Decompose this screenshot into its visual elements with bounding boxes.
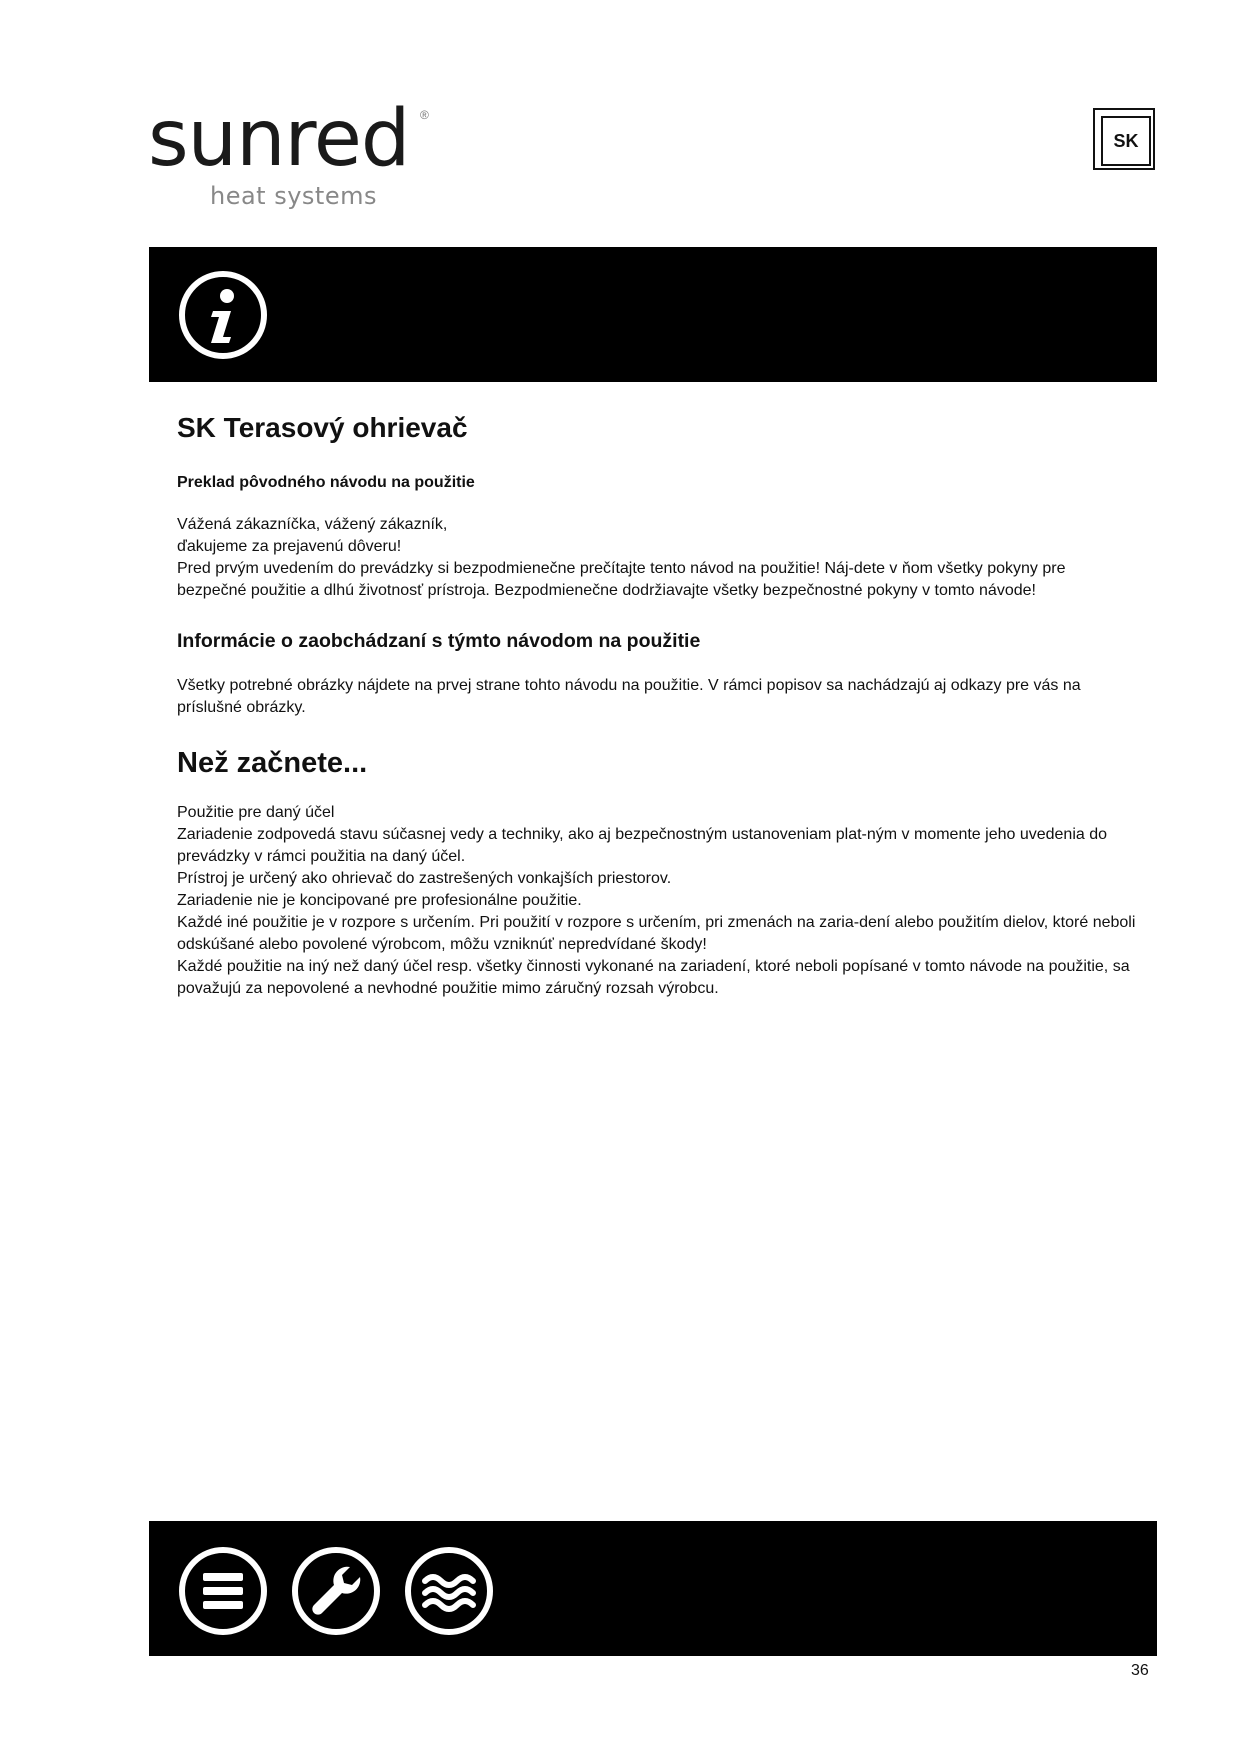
use-paragraph (177, 802, 1137, 1000)
info-icon (177, 269, 269, 361)
intro-line: ďakujeme za prejavenú dôveru! (177, 538, 402, 555)
heat-waves-icon (403, 1545, 495, 1637)
use-line: Prístroj je určený ako ohrievač do zastrešených vonkajších priestorov. (177, 870, 672, 887)
use-line: Zariadenie nie je koncipované pre profesionálne použitie. (177, 892, 582, 909)
page-number: 36 (1131, 1662, 1149, 1679)
document-body (177, 412, 1137, 1000)
section-text: Všetky potrebné obrázky nájdete na prvej strane tohto návodu na použitie. V rámci popisov sa nachádzajú aj odkazy pre vás na príslušné obrázky. (177, 677, 1081, 716)
document-subtitle: Preklad pôvodného návodu na použitie (177, 474, 475, 491)
sunred-logo (148, 94, 448, 220)
section-heading: Informácie o zaobchádzaní s týmto návodom na použitie (177, 630, 701, 652)
header-bar (149, 247, 1157, 382)
menu-lines-icon (177, 1545, 269, 1637)
section-paragraph (177, 675, 1137, 719)
language-badge-label: SK (1101, 116, 1151, 166)
footer-bar (149, 1521, 1157, 1656)
use-line: Zariadenie zodpovedá stavu súčasnej vedy a techniky, ako aj bezpečnostným ustanoveniam plat-ným v momente jeho uvedenia do prevádzky v rámci použitia na daný účel. (177, 826, 1108, 865)
intro-line: Pred prvým uvedením do prevádzky si bezpodmienečne prečítajte tento návod na použitie! Náj-dete v ňom všetky pokyny pre bezpečné použitie a dlhú životnosť prístroja. Bezpodmienečne dodržiavajte všetky bezpečnostné pokyny v tomto návode! (177, 560, 1066, 599)
document-title: SK Terasový ohrievač (177, 412, 468, 443)
registered-mark: ® (420, 108, 429, 122)
intro-paragraph (177, 514, 1137, 602)
logo-wordmark: sunred (148, 94, 410, 184)
use-line: Každé iné použitie je v rozpore s určením. Pri použití v rozpore s určením, pri zmenách na zaria-dení alebo použitím dielov, ktoré neboli odskúšané alebo povolené výrobcom, môžu vzniknúť nepredvídané škody! (177, 914, 1136, 953)
big-heading: Než začnete... (177, 747, 368, 779)
use-line: Použitie pre daný účel (177, 804, 335, 821)
intro-line: Vážená zákazníčka, vážený zákazník, (177, 516, 448, 533)
logo-tagline: heat systems (210, 182, 377, 210)
use-line: Každé použitie na iný než daný účel resp. všetky činnosti vykonané na zariadení, ktoré neboli popísané v tomto návode na použitie, sa považujú za nepovolené a nevhodné použitie mimo záručný rozsah výrobcu. (177, 958, 1130, 997)
wrench-icon (290, 1545, 382, 1637)
language-badge (1093, 108, 1155, 170)
